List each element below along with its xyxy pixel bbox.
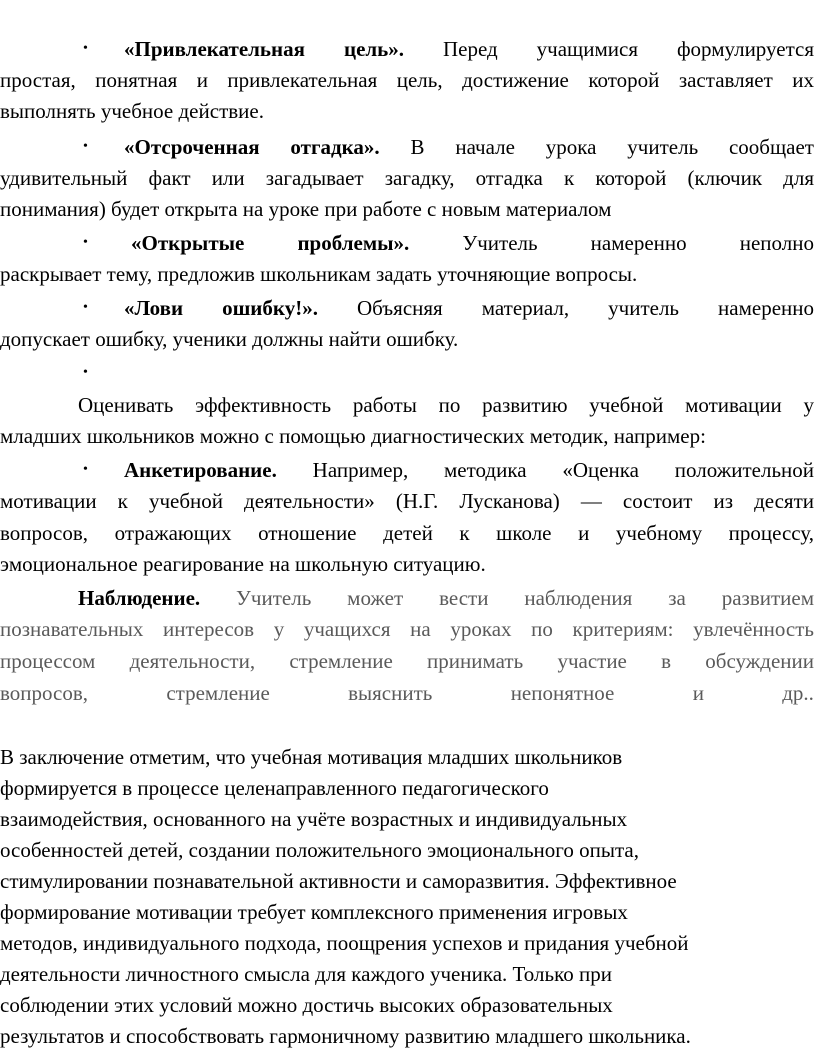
item-2-line-3: понимания) будет открыта на уроке при работе с новым материалом <box>0 197 612 221</box>
item-2-line-1: «Отсроченная отгадка». В начале урока учитель сообщает <box>124 135 814 159</box>
item-1-line-3: выполнять учебное действие. <box>0 99 264 123</box>
survey-line-2: мотивации к учебной деятельности» (Н.Г. Лусканова) — состоит из десяти <box>0 489 814 513</box>
bullet-icon: • <box>83 235 88 250</box>
conclusion-line-9: соблюдении этих условий можно достичь высоких образовательных <box>0 993 613 1017</box>
item-4-line-2: допускает ошибку, ученики должны найти ошибку. <box>0 327 459 351</box>
conclusion-line-4: особенностей детей, создании положительного эмоционального опыта, <box>0 838 639 862</box>
bullet-icon: • <box>83 41 88 56</box>
item-1-line-1: «Привлекательная цель». Перед учащимися формулируется <box>124 37 814 61</box>
bullet-icon: • <box>83 462 88 477</box>
conclusion-line-3: взаимодействия, основанного на учёте возрастных и индивидуальных <box>0 807 628 831</box>
item-4-line-1: «Лови ошибку!». Объясняя материал, учитель намеренно <box>124 296 815 320</box>
survey-line-1: Анкетирование. Например, методика «Оценка положительной <box>124 458 814 482</box>
item-1-line-2: простая, понятная и привлекательная цель, достижение которой заставляет их <box>0 68 814 92</box>
item-2-line-2: удивительный факт или загадывает загадку, отгадка к которой (ключик для <box>0 166 814 190</box>
observation-line-1: Наблюдение. Учитель может вести наблюдения за развитием <box>78 586 814 610</box>
survey-line-3: вопросов, отражающих отношение детей к школе и учебному процессу, <box>0 521 814 545</box>
item-3-title: «Открытые проблемы». <box>131 231 410 255</box>
evaluation-intro-line-2: младших школьников можно с помощью диагностических методик, например: <box>0 424 706 448</box>
conclusion-line-8: деятельности личностного смысла для каждого ученика. Только при <box>0 962 612 986</box>
bullet-icon: • <box>83 365 88 380</box>
survey-line-4: эмоциональное реагирование на школьную ситуацию. <box>0 552 486 576</box>
bullet-icon: • <box>83 139 88 154</box>
observation-line-4: вопросов, стремление выяснить непонятное и др.. <box>0 681 814 705</box>
item-4-title: «Лови ошибку!». <box>124 296 318 320</box>
item-3-line-2: раскрывает тему, предложив школьникам задать уточняющие вопросы. <box>0 262 638 286</box>
observation-line-3: процессом деятельности, стремление принимать участие в обсуждении <box>0 649 814 673</box>
conclusion-line-10: результатов и способствовать гармоничному развитию младшего школьника. <box>0 1024 691 1048</box>
observation-title: Наблюдение. <box>78 586 201 610</box>
item-1-title: «Привлекательная цель». <box>124 37 405 61</box>
item-2-title: «Отсроченная отгадка». <box>124 135 380 159</box>
conclusion-line-2: формируется в процессе целенаправленного педагогического <box>0 776 549 800</box>
conclusion-line-5: стимулировании познавательной активности и саморазвития. Эффективное <box>0 869 677 893</box>
survey-title: Анкетирование. <box>124 458 277 482</box>
bullet-icon: • <box>83 300 88 315</box>
evaluation-intro-line-1: Оценивать эффективность работы по развитию учебной мотивации у <box>78 393 814 417</box>
observation-line-2: познавательных интересов у учащихся на уроках по критериям: увлечённость <box>0 617 814 641</box>
item-3-line-1: «Открытые проблемы». Учитель намеренно неполно <box>131 231 814 255</box>
conclusion-line-6: формирование мотивации требует комплексного применения игровых <box>0 900 628 924</box>
conclusion-line-1: В заключение отметим, что учебная мотивация младших школьников <box>0 745 623 769</box>
conclusion-line-7: методов, индивидуального подхода, поощрения успехов и придания учебной <box>0 931 689 955</box>
